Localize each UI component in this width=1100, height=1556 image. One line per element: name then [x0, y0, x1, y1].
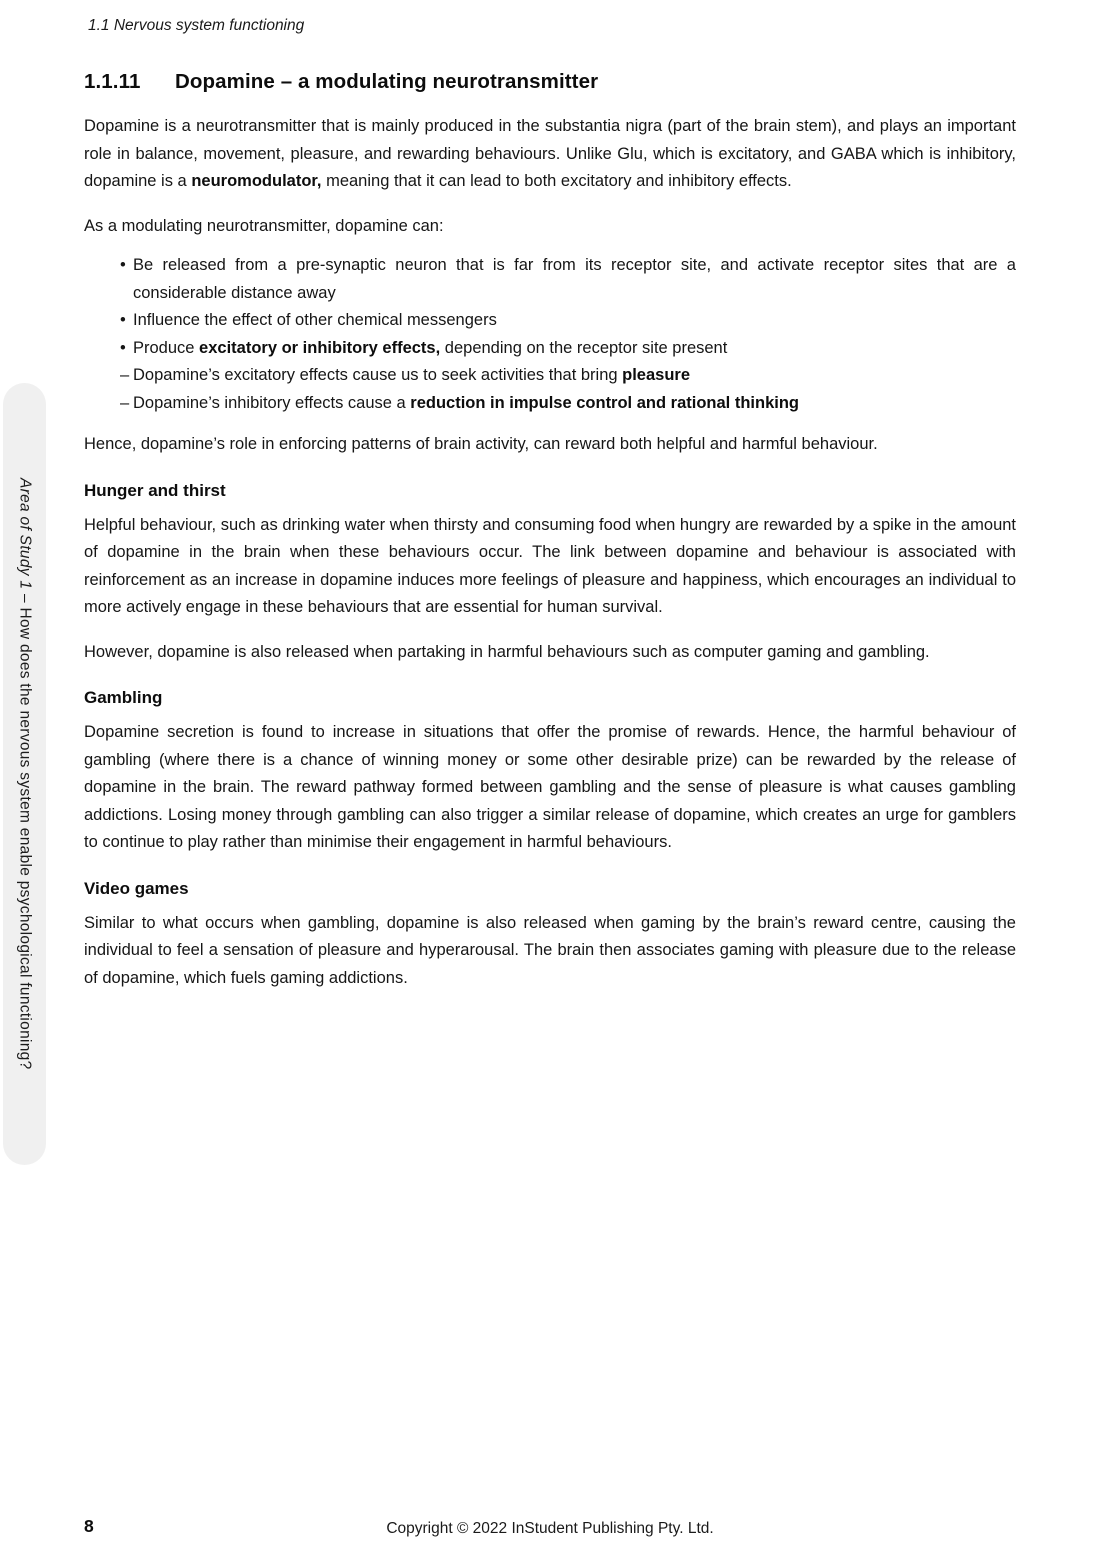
- section-title: Dopamine – a modulating neurotransmitter: [175, 70, 599, 93]
- list-item: [84, 252, 1016, 307]
- sidebar-label-italic: Area of Study 1: [16, 478, 34, 590]
- main-content: [84, 70, 1016, 1009]
- list-item: [84, 307, 1016, 335]
- paragraph-hence: Hence, dopamine’s role in enforcing patterns of brain activity, can reward both helpful and harmful behaviour.: [84, 435, 878, 453]
- bullet-marker: •: [120, 256, 126, 274]
- copyright-line: Copyright © 2022 InStudent Publishing Pty. Ltd.: [386, 1520, 714, 1537]
- sub-list-item-text: Dopamine’s inhibitory effects cause a reduction in impulse control and rational thinking: [133, 393, 799, 412]
- list-item-text: Produce excitatory or inhibitory effects, depending on the receptor site present: [133, 338, 728, 357]
- sidebar-label-rest: – How does the nervous system enable psychological functioning?: [16, 589, 34, 1070]
- paragraph-intro: Dopamine is a neurotransmitter that is mainly produced in the substantia nigra (part of the brain stem), and plays an important role in balance, movement, pleasure, and rewarding behaviours. Unlike Glu, which is excitatory, and GABA which is inhibitory, dopamine is a neuromodulator, meaning that it can lead to both excitatory and inhibitory effects.: [84, 117, 1016, 190]
- list-item: [84, 335, 1016, 363]
- bullet-marker: •: [120, 338, 126, 357]
- paragraph-video-games: Similar to what occurs when gambling, dopamine is also released when gaming by the brain’s reward centre, causing the individual to feel a sensation of pleasure and hyperarousal. The brain then associates gaming with pleasure due to the release of dopamine, which fuels gaming addictions.: [84, 913, 1016, 987]
- bullet-list: [84, 252, 1016, 417]
- sub-list-item: [84, 390, 1016, 418]
- heading-hunger-thirst: Hunger and thirst: [84, 480, 226, 500]
- paragraph-hunger-2: However, dopamine is also released when partaking in harmful behaviours such as computer gaming and gambling.: [84, 642, 930, 661]
- heading-video-games: Video games: [84, 878, 189, 898]
- bullet-marker: •: [120, 311, 126, 329]
- sub-list-item: [84, 362, 1016, 390]
- dash-marker: –: [120, 393, 130, 412]
- paragraph-list-lead: As a modulating neurotransmitter, dopamine can:: [84, 216, 444, 235]
- sidebar-label: [16, 478, 34, 1070]
- heading-gambling: Gambling: [84, 688, 163, 707]
- page-number: 8: [84, 1516, 94, 1536]
- sidebar-tab: [3, 383, 46, 1165]
- breadcrumb: 1.1 Nervous system functioning: [88, 17, 305, 34]
- dash-marker: –: [120, 366, 130, 384]
- section-heading: [84, 70, 1016, 94]
- sub-list-item-text: Dopamine’s excitatory effects cause us to seek activities that bring pleasure: [133, 366, 691, 384]
- section-number: 1.1.11: [84, 70, 141, 93]
- paragraph-hunger-1: Helpful behaviour, such as drinking water when thirsty and consuming food when hungry are rewarded by a spike in the amount of dopamine in the brain when these behaviours occur. The link between dopamine and behaviour is associated with reinforcement as an increase in dopamine induces more feelings of pleasure and happiness, which encourages an individual to more actively engage in these behaviours that are essential for human survival.: [84, 515, 1016, 616]
- paragraph-gambling: Dopamine secretion is found to increase in situations that offer the promise of rewards. Hence, the harmful behaviour of gambling (where there is a chance of winning money or some other desirable prize) can be rewarded by the release of dopamine in the brain. The reward pathway formed between gambling and the sense of pleasure is what causes gambling addictions. Losing money through gambling can also trigger a similar release of dopamine, which creates an urge for gamblers to continue to play rather than minimise their engagement in harmful behaviours.: [84, 723, 1016, 851]
- list-item-text: Be released from a pre-synaptic neuron that is far from its receptor site, and activate receptor sites that are a considerable distance away: [133, 256, 1016, 302]
- list-item-text: Influence the effect of other chemical messengers: [133, 311, 497, 329]
